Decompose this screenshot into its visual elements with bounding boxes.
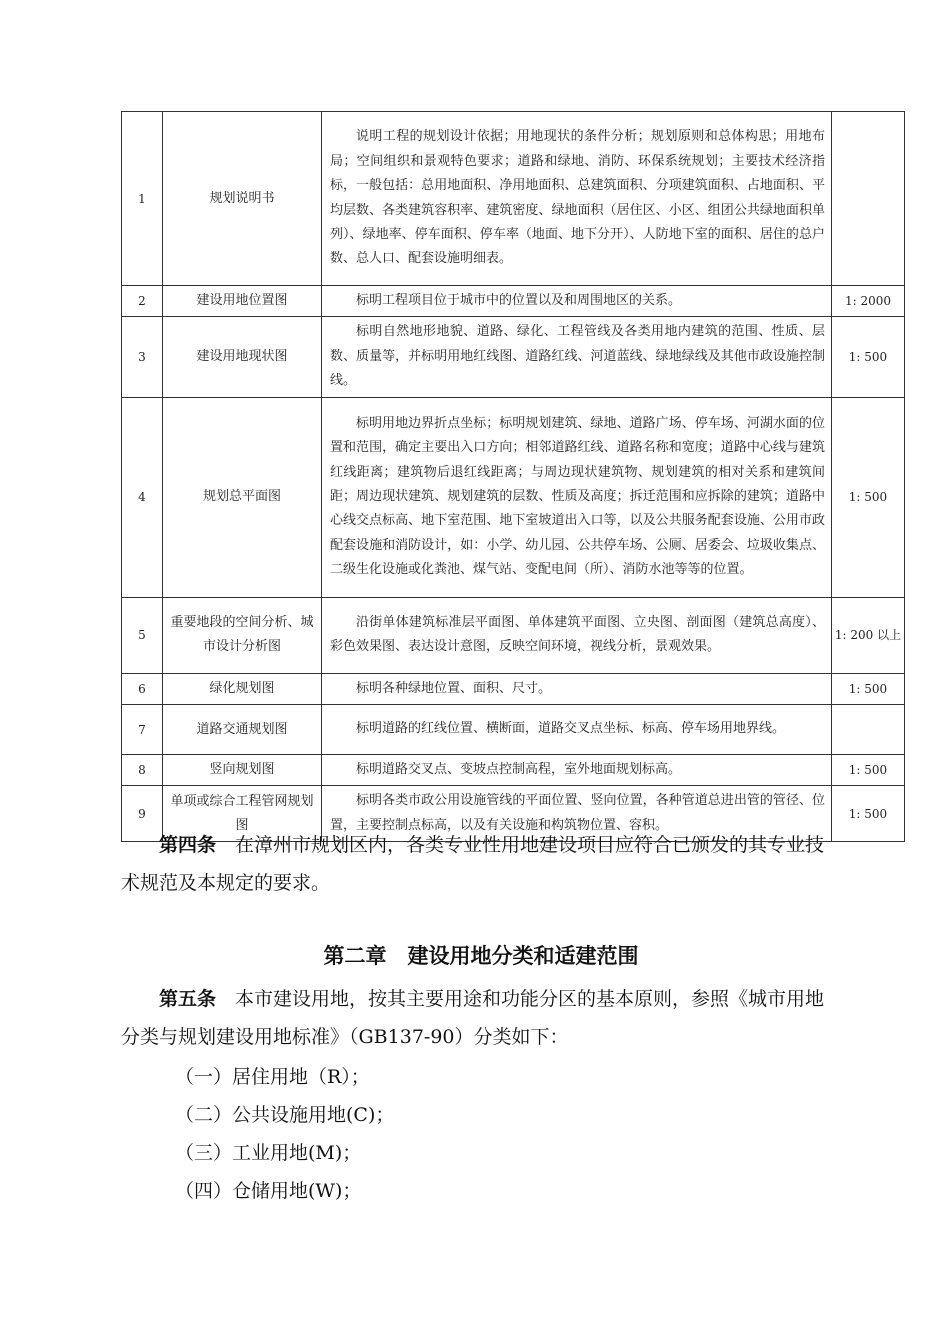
- table-row: [122, 397, 905, 597]
- content-text: 标明各类市政公用设施管线的平面位置、竖向位置，各种管道总进出管的管径、位置，主要控制点标高，以及有关设施和构筑物位置、容积。: [330, 793, 825, 833]
- content-text: 标明用地边界折点坐标；标明规划建筑、绿地、道路广场、停车场、河湖水面的位置和范围，确定主要出入口方向；相邻道路红线、道路名称和宽度；道路中心线与建筑红线距离；建筑物后退红线距离；与周边现状建筑物、规划建筑的相对关系和建筑间距；周边现状建筑、规划建筑的层数、性质及高度；拆迁范围和应拆除的建筑；道路中心线交点标高、地下室范围、地下室坡道出入口等，以及公共服务配套设施、公用市政配套设施和消防设计，如：小学、幼儿园、公共停车场、公厕、居委会、垃圾收集点、二级生化设施或化粪池、煤气站、变配电间（所）、消防水池等等的位置。: [330, 415, 825, 578]
- list-item: （三）工业用地(M)；: [175, 1142, 362, 1164]
- scale-value: [832, 705, 905, 755]
- scale-value: 1: 200 以上: [832, 597, 905, 673]
- document-content: [322, 286, 832, 317]
- content-text: 标明各种绿地位置、面积、尺寸。: [356, 680, 552, 696]
- document-name: 建设用地现状图: [163, 317, 322, 397]
- table-row: [122, 705, 905, 755]
- document-name: 规划说明书: [163, 112, 322, 286]
- row-number: 7: [122, 705, 163, 755]
- scale-value: 1: 500: [832, 786, 905, 842]
- document-content: [322, 705, 832, 755]
- table-row: [122, 286, 905, 317]
- scale-value: 1: 500: [832, 317, 905, 397]
- row-number: 3: [122, 317, 163, 397]
- planning-documents-table: [121, 111, 905, 842]
- row-number: 5: [122, 597, 163, 673]
- document-name: 建设用地位置图: [163, 286, 322, 317]
- row-number: 9: [122, 786, 163, 842]
- row-number: 4: [122, 397, 163, 597]
- document-content: [322, 397, 832, 597]
- row-number: 1: [122, 112, 163, 286]
- content-text: 标明道路交叉点、变坡点控制高程，室外地面规划标高。: [356, 762, 682, 778]
- row-number: 6: [122, 673, 163, 704]
- scale-value: 1: 500: [832, 397, 905, 597]
- document-content: [322, 112, 832, 286]
- article-5-text: 本市建设用地，按其主要用途和功能分区的基本原则，参照《城市用地分类与规划建设用地标准》（GB137-90）分类如下：: [121, 988, 825, 1048]
- table-row: [122, 597, 905, 673]
- article-5-label: 第五条: [159, 988, 217, 1010]
- document-content: [322, 673, 832, 704]
- document-content: [322, 317, 832, 397]
- list-item: （二）公共设施用地(C)；: [175, 1104, 395, 1126]
- article-4-label: 第四条: [159, 834, 217, 856]
- content-text: 标明道路的红线位置、横断面，道路交叉点坐标、标高、停车场用地界线。: [356, 721, 786, 737]
- table-row: [122, 755, 905, 786]
- document-name: 规划总平面图: [163, 397, 322, 597]
- content-text: 说明工程的规划设计依据；用地现状的条件分析；规划原则和总体构思；用地布局；空间组织和景观特色要求；道路和绿地、消防、环保系统规划；主要技术经济指标，一般包括：总用地面积、净用地面积、总建筑面积、分项建筑面积、占地面积、平均层数、各类建筑容积率、建筑密度、绿地面积（居住区、小区、组团公共绿地面积单列）、绿地率、停车面积、停车率（地面、地下分开）、人防地下室的面积、居住的总户数、总人口、配套设施明细表。: [330, 129, 825, 267]
- scale-value: 1: 500: [832, 673, 905, 704]
- scale-value: [832, 112, 905, 286]
- chapter-title: 第二章 建设用地分类和适建范围: [323, 944, 639, 968]
- document-name: 绿化规划图: [163, 673, 322, 704]
- document-name: 竖向规划图: [163, 755, 322, 786]
- article-4: [121, 826, 841, 902]
- document-name: 道路交通规划图: [163, 705, 322, 755]
- document-name: 单项或综合工程管网规划图: [163, 786, 322, 842]
- document-content: [322, 755, 832, 786]
- content-text: 标明工程项目位于城市中的位置以及和周围地区的关系。: [356, 293, 682, 308]
- table-row: [122, 112, 905, 286]
- row-number: 8: [122, 755, 163, 786]
- list-item: （四）仓储用地(W)；: [175, 1180, 362, 1202]
- table-row: [122, 673, 905, 704]
- scale-value: 1: 2000: [832, 286, 905, 317]
- article-5: [121, 980, 841, 1056]
- article-4-text: 在漳州市规划区内，各类专业性用地建设项目应符合已颁发的其专业技术规范及本规定的要求。: [121, 834, 825, 894]
- table-row: [122, 317, 905, 397]
- list-item: （一）居住用地（R）；: [175, 1066, 370, 1088]
- scale-value: 1: 500: [832, 755, 905, 786]
- document-name: 重要地段的空间分析、城市设计分析图: [163, 597, 322, 673]
- document-content: [322, 597, 832, 673]
- content-text: 沿街单体建筑标准层平面图、单体建筑平面图、立央图、剖面图（建筑总高度）、彩色效果图、表达设计意图，反映空间环境，视线分析，景观效果。: [330, 614, 825, 655]
- row-number: 2: [122, 286, 163, 317]
- content-text: 标明自然地形地貌、道路、绿化、工程管线及各类用地内建筑的范围、性质、层数、质量等，并标明用地红线图、道路红线、河道蓝线、绿地绿线及其他市政设施控制线。: [330, 324, 825, 389]
